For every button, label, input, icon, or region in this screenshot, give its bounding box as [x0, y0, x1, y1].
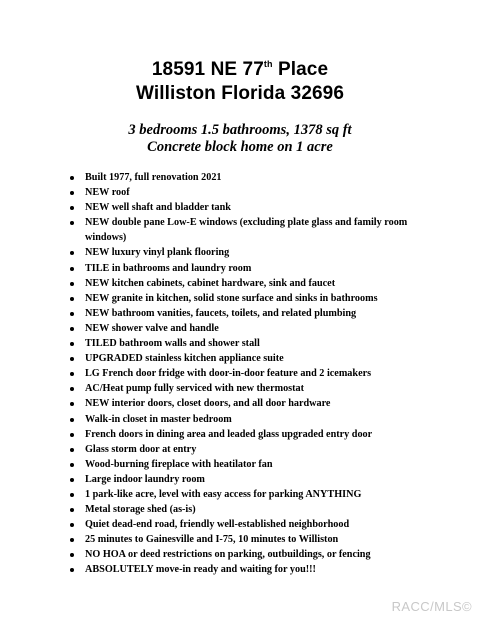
feature-text: NEW double pane Low-E windows (excluding plate glass and family room windows)	[85, 217, 408, 244]
feature-text: NEW granite in kitchen, solid stone surface and sinks in bathrooms	[85, 292, 378, 304]
feature-text: Large indoor laundry room	[85, 473, 205, 485]
bullet-icon	[70, 327, 74, 331]
feature-item	[68, 200, 420, 215]
bullet-icon	[70, 508, 74, 512]
bullet-icon	[70, 418, 74, 422]
feature-item	[68, 336, 420, 351]
feature-text: Walk-in closet in master bedroom	[85, 413, 232, 425]
bullet-icon	[70, 312, 74, 316]
feature-text: LG French door fridge with door-in-door feature and 2 icemakers	[85, 368, 372, 380]
address-title	[0, 58, 480, 81]
bullet-icon	[70, 282, 74, 286]
bullet-icon	[70, 372, 74, 376]
city-title: Williston Florida 32696	[135, 83, 344, 104]
bullet-icon	[70, 342, 74, 346]
feature-item	[68, 291, 420, 306]
feature-item	[68, 185, 420, 200]
bullet-icon	[70, 387, 74, 391]
feature-item	[68, 170, 420, 185]
property-summary-line1: 3 bedrooms 1.5 bathrooms, 1378 sq ft	[128, 122, 352, 138]
bullet-icon	[70, 267, 74, 271]
feature-text: TILE in bathrooms and laundry room	[85, 262, 252, 274]
feature-text: Built 1977, full renovation 2021	[85, 172, 222, 183]
feature-text: TILED bathroom walls and shower stall	[85, 338, 260, 350]
feature-item	[68, 502, 420, 517]
feature-list	[68, 170, 420, 578]
bullet-icon	[70, 493, 74, 497]
feature-item	[68, 351, 420, 366]
address-prefix: 18591 NE 77	[151, 59, 264, 80]
bullet-icon	[70, 402, 74, 406]
feature-text: NEW bathroom vanities, faucets, toilets, and related plumbing	[85, 307, 357, 319]
bullet-icon	[70, 251, 74, 255]
bullet-icon	[70, 523, 74, 527]
feature-text: 25 minutes to Gainesville and I-75, 10 minutes to Williston	[85, 534, 339, 546]
feature-text: NEW roof	[85, 187, 130, 199]
feature-text: Glass storm door at entry	[85, 443, 197, 455]
feature-text: ABSOLUTELY move-in ready and waiting for you!!!	[85, 564, 316, 576]
bullet-icon	[70, 463, 74, 467]
feature-item	[68, 472, 420, 487]
feature-text: NEW shower valve and handle	[85, 322, 219, 334]
feature-item	[68, 457, 420, 472]
bullet-icon	[70, 297, 74, 301]
address-suffix: Place	[272, 59, 329, 80]
address-ordinal-suffix: th	[263, 58, 273, 69]
bullet-icon	[70, 191, 74, 195]
feature-text: 1 park-like acre, level with easy access for parking ANYTHING	[85, 488, 362, 500]
feature-item	[68, 427, 420, 442]
bullet-icon	[70, 357, 74, 361]
feature-text: Metal storage shed (as-is)	[85, 504, 196, 516]
feature-item	[68, 321, 420, 336]
feature-item	[68, 396, 420, 411]
feature-text: Wood-burning fireplace with heatilator fan	[85, 458, 273, 470]
feature-text: NO HOA or deed restrictions on parking, outbuildings, or fencing	[85, 549, 371, 561]
feature-item	[68, 381, 420, 396]
feature-item	[68, 532, 420, 547]
bullet-icon	[70, 448, 74, 452]
feature-item	[68, 517, 420, 532]
feature-item	[68, 366, 420, 381]
feature-item	[68, 276, 420, 291]
feature-item	[68, 261, 420, 276]
bullet-icon	[70, 538, 74, 542]
bullet-icon	[70, 433, 74, 437]
feature-text: AC/Heat pump fully serviced with new thermostat	[85, 383, 305, 395]
mls-watermark: RACC/MLS©	[391, 599, 472, 614]
feature-text: Quiet dead-end road, friendly well-established neighborhood	[85, 519, 350, 531]
feature-item	[68, 442, 420, 457]
bullet-icon	[70, 568, 74, 572]
bullet-icon	[70, 206, 74, 210]
feature-item	[68, 245, 420, 260]
feature-item	[68, 547, 420, 562]
feature-item	[68, 562, 420, 577]
feature-item	[68, 487, 420, 502]
feature-text: NEW interior doors, closet doors, and all door hardware	[85, 398, 331, 410]
bullet-icon	[70, 221, 74, 225]
bullet-icon	[70, 553, 74, 557]
property-summary-line2: Concrete block home on 1 acre	[147, 139, 333, 155]
bullet-icon	[70, 176, 74, 180]
feature-item	[68, 306, 420, 321]
bullet-icon	[70, 478, 74, 482]
feature-text: NEW well shaft and bladder tank	[85, 202, 231, 214]
feature-text: UPGRADED stainless kitchen appliance suite	[85, 353, 284, 365]
feature-text: NEW kitchen cabinets, cabinet hardware, sink and faucet	[85, 277, 336, 289]
feature-item	[68, 215, 420, 245]
feature-text: NEW luxury vinyl plank flooring	[85, 247, 230, 259]
feature-text: French doors in dining area and leaded glass upgraded entry door	[85, 428, 373, 440]
feature-item	[68, 412, 420, 427]
